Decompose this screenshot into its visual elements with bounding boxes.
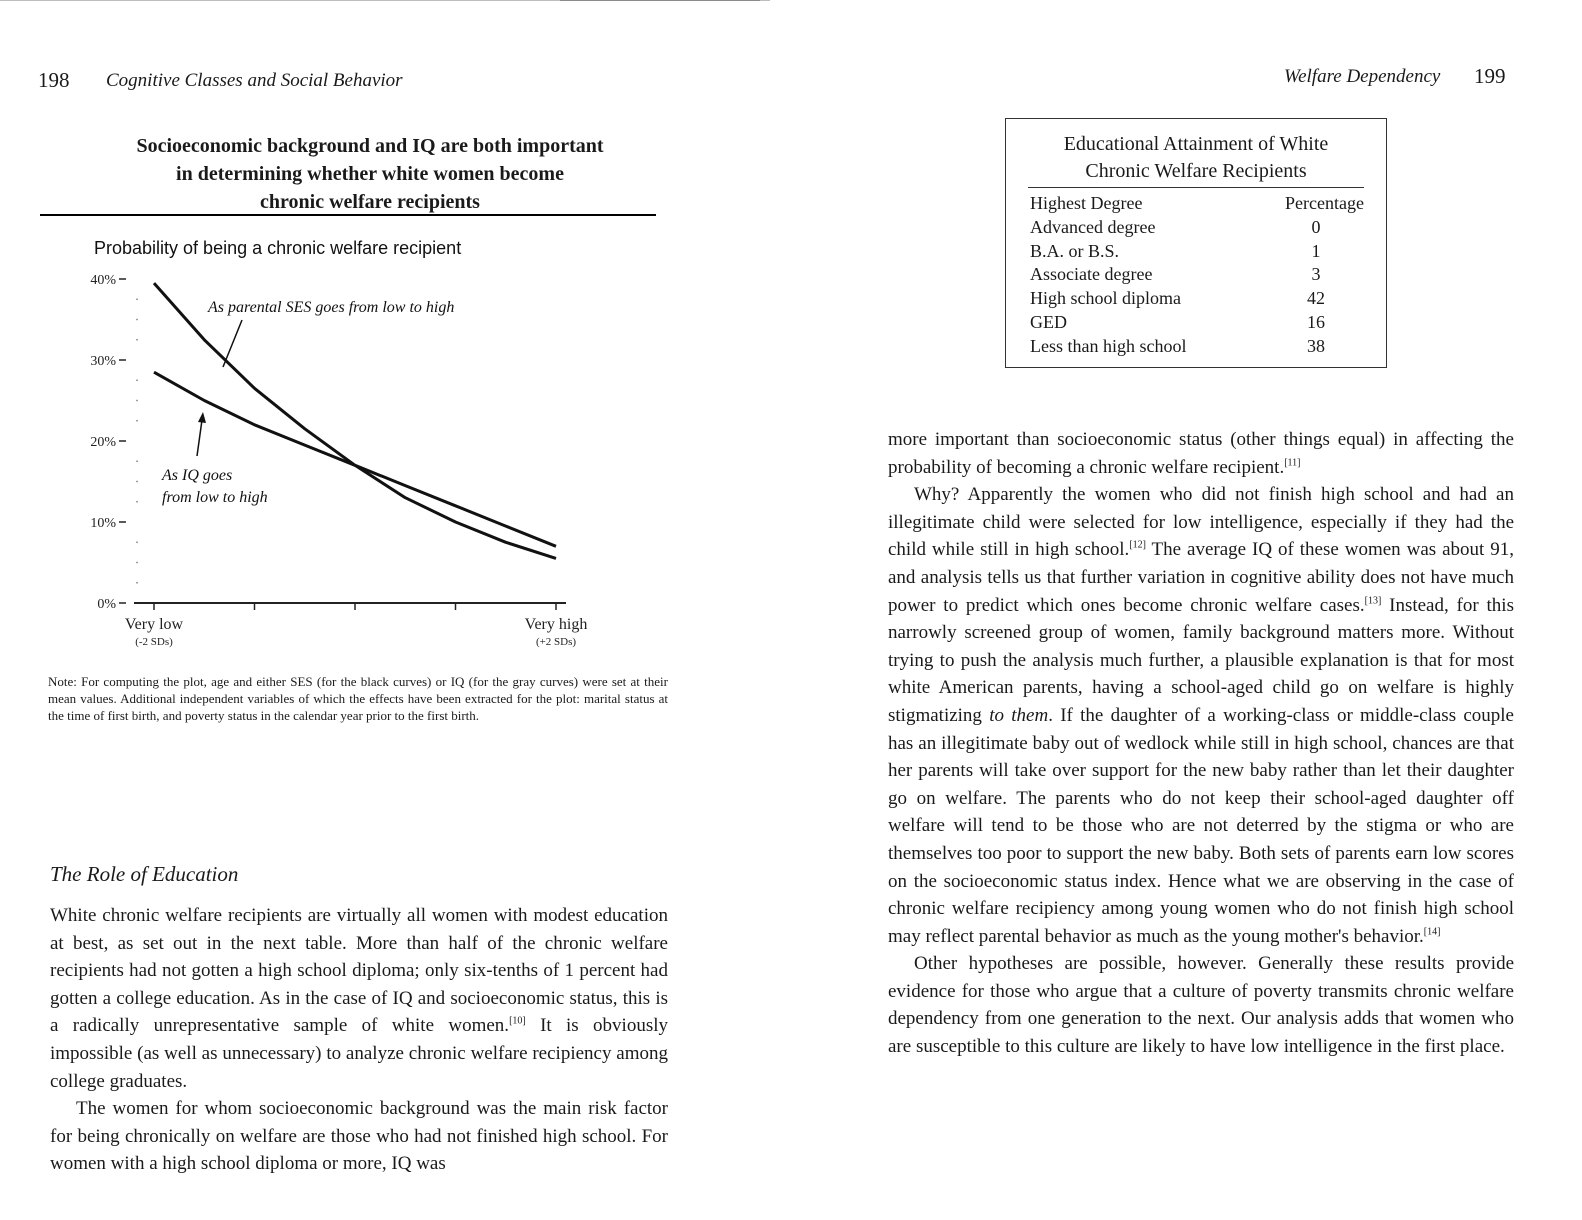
figure-note (48, 673, 668, 724)
table-row (1030, 287, 1364, 311)
iq-curve (154, 372, 556, 546)
welfare-probability-chart (80, 232, 640, 662)
right-body-text (888, 426, 1514, 1061)
footnote-ref[interactable]: [13] (1364, 595, 1382, 607)
table-cell-label: Less than high school (1030, 335, 1187, 356)
table-cell-label: High school diploma (1030, 288, 1181, 309)
table-cell-value: 16 (1307, 311, 1325, 332)
table-title-line: Educational Attainment of White (1063, 133, 1329, 155)
figure-title (60, 132, 680, 216)
figure-title-line: chronic welfare recipients (260, 191, 480, 213)
table-row (1030, 311, 1364, 335)
paragraph: Other hypotheses are possible, however. Generally these results provide evidence for those who argue that a culture of poverty transmits chronic welfare dependency from one generation to the next. Our analysis adds that women who are susceptible to this culture are likely to have low intelligence in the first place. (888, 953, 1514, 1058)
footnote-ref[interactable]: [10] (509, 1016, 526, 1028)
paragraph (888, 481, 1514, 950)
table-col-header: Highest Degree (1030, 193, 1143, 213)
footnote-ref[interactable]: [11] (1284, 457, 1301, 469)
paragraph-text: . If the daughter of a working-class or middle-class couple has an illegitimate baby out of wedlock while still in high school, chances are that her parents will take over support for the new baby rather than let their daughter go on welfare. The parents who do not keep their school-aged daughter off welfare will tend to be those who are not deterred by the stigma or who are themselves too poor to support the new baby. Both sets of parents earn low scores on the socioeconomic status index. Hence what we are observing in the case of chronic welfare recipiency among young women who do not finish high school may reflect parental behavior as much as the young mother's behavior. (888, 704, 1514, 947)
iq-annotation-arrow (197, 420, 202, 456)
right-page-number: 199 (1474, 64, 1506, 88)
left-running-head: Cognitive Classes and Social Behavior (106, 70, 403, 91)
paragraph (888, 426, 1514, 481)
ses-curve (154, 283, 556, 558)
iq-annotation-arrowhead (198, 412, 206, 423)
table-row (1030, 216, 1364, 240)
x-tick-sublabel: (-2 SDs) (135, 636, 173, 648)
footnote-ref[interactable]: [12] (1129, 540, 1146, 552)
paragraph: The women for whom socioeconomic background was the main risk factor for being chronically on welfare are those who had not finished high school. For women with a high school diploma or more, IQ was (50, 1098, 668, 1175)
y-minor-dot (136, 379, 138, 381)
x-tick-sublabel: (+2 SDs) (535, 636, 577, 648)
table-cell-value: 38 (1307, 335, 1325, 356)
chart-title: Probability of being a chronic welfare recipient (94, 238, 462, 258)
y-minor-dot (136, 501, 138, 503)
left-body-text (50, 902, 668, 1178)
table-cell-value: 0 (1311, 216, 1321, 237)
paragraph-text: Instead, for this narrowly screened group of women, family background matters more. Without trying to push the analysis much further, a plausible explanation is that for most white American parents, having a school-aged child go on welfare is highly stigmatizing (888, 594, 1514, 726)
table-title (1006, 131, 1386, 185)
y-tick-label: 40% (90, 273, 116, 288)
table-cell-label: B.A. or B.S. (1030, 240, 1120, 261)
paragraph-text: more important than socioeconomic status (other things equal) in affecting the probability of becoming a chronic welfare recipient. (888, 429, 1514, 478)
scan-edge-line-dark (560, 0, 760, 1)
y-minor-dot (136, 420, 138, 422)
figure-note-text: Note: For computing the plot, age and either SES (for the black curves) or IQ (for the gray curves) were set at their mean values. Additional independent variables of which the effects have been extracted for the plot: marital status at the time of first birth, and poverty status in the calendar year prior to the first birth. (48, 674, 668, 723)
x-tick-label: Very high (524, 616, 588, 633)
table-col-header: Percentage (1285, 193, 1364, 213)
figure-title-line: Socioeconomic background and IQ are both important (136, 135, 604, 157)
y-tick-label: 0% (97, 597, 116, 612)
right-running-head: Welfare Dependency (1284, 66, 1441, 87)
y-minor-dot (136, 319, 138, 321)
y-minor-dot (136, 400, 138, 402)
left-page-number: 198 (38, 68, 70, 92)
paragraph (50, 902, 668, 1095)
figure-rule (40, 214, 656, 216)
table-cell-label: Advanced degree (1030, 216, 1156, 237)
y-minor-dot (136, 481, 138, 483)
table-row (1030, 263, 1364, 287)
y-minor-dot (136, 541, 138, 543)
y-minor-dot (136, 460, 138, 462)
y-minor-dot (136, 562, 138, 564)
y-minor-dot (136, 298, 138, 300)
ses-annotation: As parental SES goes from low to high (208, 299, 455, 316)
x-tick-label: Very low (124, 616, 184, 633)
table-cell-value: 1 (1311, 240, 1321, 261)
paragraph-text: White chronic welfare recipients are virtually all women with modest education at best, as set out in the next table. More than half of the chronic welfare recipients had not gotten a high school diploma; only six-tenths of 1 percent had gotten a college education. As in the case of IQ and socioeconomic status, this is a radically unrepresentative sample of white women. (50, 905, 668, 1037)
y-minor-dot (136, 582, 138, 584)
paragraph-text: The average IQ of these women was about 91, and analysis tells us that further variation in cognitive ability does not have much power to predict which ones become chronic welfare cases. (888, 539, 1514, 616)
education-table (1005, 118, 1387, 368)
y-tick-label: 10% (90, 516, 116, 531)
table-cell-value: 3 (1311, 264, 1321, 285)
emphasis-text: to them (989, 704, 1049, 726)
iq-annotation-line: As IQ goes (162, 467, 233, 484)
table-row (1030, 335, 1364, 359)
y-minor-dot (136, 339, 138, 341)
table-cell-label: Associate degree (1030, 264, 1153, 285)
section-heading: The Role of Education (50, 862, 239, 886)
table-header-row (1030, 192, 1364, 216)
iq-annotation-line: from low to high (162, 489, 268, 506)
y-tick-label: 30% (90, 354, 116, 369)
y-tick-label: 20% (90, 435, 116, 450)
table-cell-label: GED (1030, 311, 1067, 332)
table-rule (1028, 187, 1364, 188)
figure-title-line: in determining whether white women become (176, 163, 564, 185)
ses-annotation-arrow (223, 320, 242, 367)
table-cell-value: 42 (1307, 288, 1325, 309)
footnote-ref[interactable]: [14] (1423, 926, 1441, 938)
table-title-line: Chronic Welfare Recipients (1085, 160, 1307, 182)
paragraph-text: It is obviously impossible (as well as unnecessary) to analyze chronic welfare recipiency among college graduates. (50, 1015, 668, 1092)
paragraph-text: Why? Apparently the women who did not finish high school and had an illegitimate child were selected for low intelligence, especially if they had the child while still in high school. (888, 484, 1514, 561)
table-row (1030, 240, 1364, 264)
